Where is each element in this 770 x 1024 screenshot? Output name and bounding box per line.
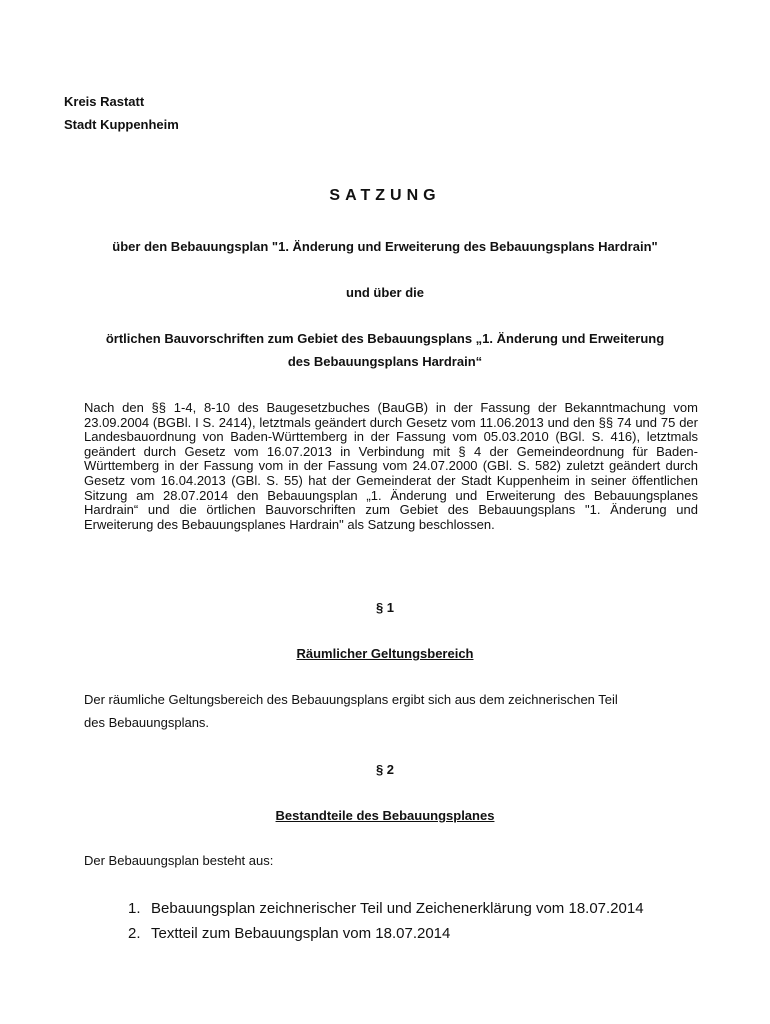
section-2-heading: Bestandteile des Bebauungsplanes	[275, 808, 495, 823]
section-1-text-line-1: Der räumliche Geltungsbereich des Bebauungsplans ergibt sich aus dem zeichnerischen Teil	[84, 692, 618, 707]
section-2-number: § 2	[375, 762, 395, 777]
list-item-text: Textteil zum Bebauungsplan vom 18.07.2014	[151, 925, 451, 942]
section-1-text-line-2: des Bebauungsplans.	[84, 715, 210, 730]
components-list	[128, 900, 644, 950]
list-item-text: Bebauungsplan zeichnerischer Teil und Zeichenerklärung vom 18.07.2014	[151, 900, 644, 917]
list-item	[128, 925, 644, 950]
preamble-paragraph: Nach den §§ 1-4, 8-10 des Baugesetzbuches (BauGB) in der Fassung der Bekanntmachung vom 23.09.2004 (BGBl. I S. 2414), letztmals geändert durch Gesetz vom 11.06.2013 und den §§ 74 und 75 der Landesbauordnung von Baden-Württemberg in der Fassung vom 05.03.2010 (BGl. S. 416), letztmals geändert durch Gesetz vom 16.07.2013 in Verbindung mit § 4 der Gemeindeordnung für Baden-Württemberg in der Fassung vom in der Fassung vom 24.07.2000 (GBl. S. 582) zuletzt geändert durch Gesetz vom 16.04.2013 (GBl. S. 55) hat der Gemeinderat der Stadt Kuppenheim in seiner öffentlichen Sitzung am 28.07.2014 den Bebauungsplan „1. Änderung und Erweiterung des Bebauungsplanes Hardrain“ und die örtlichen Bauvorschriften zum Gebiet des Bebauungsplans "1. Änderung und Erweiterung des Bebauungsplanes Hardrain" als Satzung beschlossen.	[84, 400, 698, 532]
subtitle-line-3: örtlichen Bauvorschriften zum Gebiet des Bebauungsplans „1. Änderung und Erweiterung	[105, 331, 665, 346]
subtitle-line-2: und über die	[346, 285, 424, 300]
header-district: Kreis Rastatt	[64, 94, 145, 109]
list-item-number: 1.	[128, 900, 141, 917]
subtitle-line-4: des Bebauungsplans Hardrain“	[287, 354, 483, 369]
list-item	[128, 900, 644, 925]
section-1-heading: Räumlicher Geltungsbereich	[296, 646, 474, 661]
subtitle-line-1: über den Bebauungsplan "1. Änderung und Erweiterung des Bebauungsplans Hardrain"	[112, 239, 658, 254]
section-1-number: § 1	[375, 600, 395, 615]
document-title: SATZUNG	[329, 187, 441, 204]
list-item-number: 2.	[128, 925, 141, 942]
header-town: Stadt Kuppenheim	[64, 117, 179, 132]
section-2-text-line-1: Der Bebauungsplan besteht aus:	[84, 853, 274, 868]
